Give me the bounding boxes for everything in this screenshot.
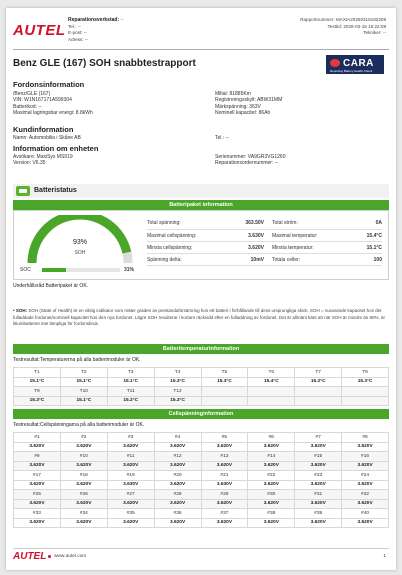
table-cell-label: #16: [342, 452, 389, 462]
stat-divider: [147, 253, 382, 254]
table-cell-label: #12: [154, 452, 201, 462]
table-cell-label: T1: [14, 368, 61, 378]
max-temperature: Maximal temperatur: 15.4°C: [272, 233, 382, 239]
table-cell-value: 15.3°C: [154, 377, 201, 387]
table-cell-value: 3.620V: [201, 442, 248, 452]
table-cell-label: #32: [342, 490, 389, 500]
table-cell-label: #35: [107, 509, 154, 519]
table-cell-label: T2: [60, 368, 107, 378]
serial-number: Serienummer: VA9GR3VG1260: [215, 154, 286, 160]
cara-logo-icon: [330, 59, 340, 67]
table-cell-value: 3.620V: [342, 480, 389, 490]
table-cell-label: #9: [14, 452, 61, 462]
table-cell-label: #28: [154, 490, 201, 500]
table-cell-value: 15.3°C: [154, 396, 201, 406]
table-cell-label: #18: [60, 471, 107, 481]
repair-order-number: Reparationsordernummer: --: [215, 160, 279, 167]
table-cell-value: 3.620V: [295, 480, 342, 490]
table-cell-value: 3.620V: [201, 518, 248, 528]
workshop-info: [68, 17, 123, 43]
table-cell-value: 3.620V: [201, 461, 248, 471]
table-cell-label: #13: [201, 452, 248, 462]
table-label-row: [14, 490, 389, 500]
table-cell-label: T3: [107, 368, 154, 378]
table-cell-value: 3.620V: [154, 499, 201, 509]
battery-status-title: Batteristatus: [34, 187, 77, 194]
table-cell-label: #19: [107, 471, 154, 481]
soh-note: • SOH: SOH (State of Health) är en viktig indikator som mäter graden av prestandaförsämring hos ett batteri i förhållande till dess ursprungliga skick. SOH = nuvarande kapacitet hos det fulladdade fordonet/nominell kapacitet hos den nya fordonet. Lägre SOH resulterar i kortare räckvidd efter en fulladdning av fordonet. Det är allmänt känt att när SOH är mindre än 80%, är litiumbatteriet inte lämpliga för fordonsbruk.: [13, 308, 385, 327]
table-cell-label: T12: [154, 387, 201, 397]
stat-divider: [147, 229, 382, 230]
table-cell-value: 3.630V: [201, 480, 248, 490]
test-time: Testtid: 2026-03-15 18:22:09: [327, 23, 386, 29]
voltage-delta: Spänning delta: 10mV: [147, 257, 264, 263]
table-cell-label: #20: [154, 471, 201, 481]
table-cell-label: #8: [342, 433, 389, 443]
table-value-row: [14, 480, 389, 490]
table-cell-value: 3.620V: [248, 461, 295, 471]
technician: Tekniker: --: [363, 30, 386, 36]
table-cell-value: 3.620V: [14, 442, 61, 452]
battery-icon: [16, 186, 30, 196]
vehicle-vin: VIN: W1N167171A599304: [13, 97, 72, 104]
table-cell-value: 15.1°C: [60, 396, 107, 406]
soc-value: 31%: [124, 267, 135, 273]
pack-info-bar: Batteripaket information: [13, 200, 389, 210]
workshop-email: E-post: --: [68, 30, 87, 36]
software-version: Version: V6.35: [13, 160, 46, 167]
table-cell-label: T9: [14, 387, 61, 397]
cell-voltage-info-bar: Cellspänninginformation: [13, 409, 389, 419]
table-cell-value: 15.1°C: [14, 377, 61, 387]
temperature-info-bar: Batteritemperaturinformation: [13, 344, 389, 354]
table-cell-label: [342, 387, 389, 397]
report-meta: [300, 17, 386, 37]
temperature-result: Testresultat:Temperaturerna på alla batterimoduler är OK.: [13, 357, 141, 363]
table-cell-value: 3.620V: [60, 442, 107, 452]
footer-url: www.autel.com: [54, 554, 87, 559]
table-value-row: [14, 377, 389, 387]
table-cell-label: #23: [295, 471, 342, 481]
report-page: [6, 8, 396, 570]
min-cell-voltage: Minsta cellspänning: 3.620V: [147, 245, 264, 251]
battery-status-banner: [13, 184, 389, 198]
table-cell-value: 3.620V: [154, 442, 201, 452]
table-cell-label: T8: [342, 368, 389, 378]
table-cell-label: [248, 387, 295, 397]
table-cell-label: #22: [248, 471, 295, 481]
table-value-row: [14, 499, 389, 509]
table-cell-value: 3.620V: [295, 499, 342, 509]
workshop-address: Adress: --: [68, 36, 88, 42]
table-cell-value: 15.2°C: [295, 377, 342, 387]
table-cell-label: #31: [295, 490, 342, 500]
customer-heading: Kundinformation: [13, 125, 74, 134]
battery-code: Batterikod: --: [13, 103, 42, 110]
rated-voltage: Märkspänning: 363V: [215, 103, 261, 110]
table-cell-label: T4: [154, 368, 201, 378]
table-cell-label: #5: [201, 433, 248, 443]
temperature-table: [13, 367, 389, 406]
table-label-row: [14, 387, 389, 397]
table-cell-value: 3.620V: [295, 442, 342, 452]
cara-badge: [326, 55, 384, 74]
soc-label: SOC: [20, 267, 31, 273]
cara-subtitle: Reporting Battery Health Check: [330, 69, 373, 73]
soh-value: 93%: [72, 239, 88, 246]
total-cells: Totala celler: 100: [272, 257, 382, 263]
table-cell-label: #39: [295, 509, 342, 519]
unit-heading: Information om enheten: [13, 144, 99, 153]
footer-divider: [13, 548, 389, 549]
table-label-row: [14, 368, 389, 378]
table-cell-value: 3.620V: [60, 480, 107, 490]
table-label-row: [14, 452, 389, 462]
table-value-row: [14, 396, 389, 406]
stat-divider: [147, 265, 382, 266]
table-cell-value: 3.620V: [342, 442, 389, 452]
report-title: Benz GLE (167) SOH snabbtestrapport: [13, 58, 196, 69]
table-cell-label: T10: [60, 387, 107, 397]
total-voltage: Total spänning: 363.50V: [147, 220, 264, 226]
table-cell-label: [295, 387, 342, 397]
table-cell-label: #26: [60, 490, 107, 500]
table-value-row: [14, 461, 389, 471]
table-cell-label: T7: [295, 368, 342, 378]
table-cell-label: #21: [201, 471, 248, 481]
table-cell-label: #17: [14, 471, 61, 481]
table-cell-value: 3.620V: [248, 442, 295, 452]
soh-gauge: [20, 215, 140, 267]
customer-name: Namn: Automobilia i Skåne AB: [13, 135, 81, 141]
table-cell-label: #6: [248, 433, 295, 443]
unit-info-left: [13, 154, 73, 167]
table-cell-value: 3.620V: [60, 461, 107, 471]
table-cell-label: #2: [60, 433, 107, 443]
footer-dot-icon: [48, 555, 51, 558]
table-cell-label: #27: [107, 490, 154, 500]
table-cell-label: [201, 387, 248, 397]
autel-logo: AUTEL: [13, 22, 66, 39]
table-cell-label: T11: [107, 387, 154, 397]
table-cell-label: #1: [14, 433, 61, 443]
table-cell-value: [295, 396, 342, 406]
max-energy: Maximal lagringsbar energi: 8.8kWh: [13, 109, 93, 116]
workshop-line: Reparationsverkstad: --: [68, 17, 124, 23]
vehicle-heading: Fordonsinformation: [13, 80, 85, 89]
table-cell-value: [342, 396, 389, 406]
table-cell-value: 3.630V: [107, 480, 154, 490]
table-cell-value: 15.3°C: [342, 377, 389, 387]
table-cell-label: #37: [201, 509, 248, 519]
soh-label: SOH: [74, 250, 86, 256]
table-cell-value: 15.4°C: [248, 377, 295, 387]
table-cell-value: 3.620V: [295, 518, 342, 528]
table-cell-value: 3.620V: [342, 518, 389, 528]
workshop-tel: Tel.: --: [68, 23, 81, 29]
footer-logo: AUTEL: [13, 551, 47, 562]
table-label-row: [14, 471, 389, 481]
table-cell-value: 3.620V: [154, 461, 201, 471]
soc-bar: [42, 268, 120, 272]
mileage: Miltal: 81885Km: [215, 91, 251, 97]
table-cell-value: 3.620V: [60, 499, 107, 509]
min-temperature: Minsta temperatur: 15.1°C: [272, 245, 382, 251]
table-cell-label: T5: [201, 368, 248, 378]
scanner-model: Avsökare: MaxiSys MS919: [13, 154, 73, 160]
table-cell-label: #30: [248, 490, 295, 500]
header-divider: [13, 49, 389, 50]
soc-bar-fill: [42, 268, 66, 272]
table-cell-label: #33: [14, 509, 61, 519]
table-cell-value: 3.620V: [154, 480, 201, 490]
max-cell-voltage: Maximal cellspänning: 3.630V: [147, 233, 264, 239]
report-number: Rapportnummer: MAXIA20260315182209: [300, 17, 386, 22]
table-cell-label: #29: [201, 490, 248, 500]
table-cell-label: #40: [342, 509, 389, 519]
table-cell-value: 3.620V: [14, 461, 61, 471]
vehicle-info-left: [13, 91, 93, 116]
cell-voltage-table: [13, 432, 389, 528]
table-cell-value: 15.1°C: [60, 377, 107, 387]
table-cell-label: #14: [248, 452, 295, 462]
report-header: [6, 8, 396, 48]
table-cell-value: 3.620V: [342, 499, 389, 509]
table-cell-value: 3.620V: [154, 518, 201, 528]
table-cell-value: 15.3°C: [14, 396, 61, 406]
table-cell-label: #34: [60, 509, 107, 519]
table-cell-value: 3.620V: [107, 518, 154, 528]
table-cell-value: 3.620V: [201, 499, 248, 509]
table-cell-value: 3.620V: [107, 499, 154, 509]
table-cell-value: 15.3°C: [201, 377, 248, 387]
table-cell-label: #24: [342, 471, 389, 481]
table-cell-value: 15.2°C: [107, 396, 154, 406]
table-cell-label: #15: [295, 452, 342, 462]
table-cell-value: 3.620V: [342, 461, 389, 471]
stat-divider: [147, 241, 382, 242]
pack-info-box: [13, 210, 389, 280]
table-cell-label: #7: [295, 433, 342, 443]
table-cell-value: 3.620V: [14, 499, 61, 509]
table-cell-label: #38: [248, 509, 295, 519]
table-cell-label: #3: [107, 433, 154, 443]
maintenance-advice: Underhållsråd Batteripaket är OK.: [13, 283, 89, 289]
table-cell-label: #10: [60, 452, 107, 462]
total-current: Total ström: 0A: [272, 220, 382, 226]
table-value-row: [14, 518, 389, 528]
table-cell-label: #25: [14, 490, 61, 500]
table-cell-value: [201, 396, 248, 406]
vehicle-info-right: [215, 91, 282, 116]
vehicle-model: /Benz/GLE (167): [13, 91, 51, 97]
table-cell-label: T6: [248, 368, 295, 378]
table-cell-value: 3.620V: [248, 499, 295, 509]
table-cell-value: 3.620V: [248, 518, 295, 528]
table-cell-value: 3.620V: [60, 518, 107, 528]
table-label-row: [14, 509, 389, 519]
table-value-row: [14, 442, 389, 452]
customer-tel: Tel.: --: [215, 135, 229, 141]
table-cell-label: #4: [154, 433, 201, 443]
table-cell-label: #11: [107, 452, 154, 462]
table-cell-value: 3.620V: [295, 461, 342, 471]
license-plate: Registreringsskylt: ABW31MM: [215, 97, 283, 104]
table-cell-value: 3.620V: [14, 518, 61, 528]
table-cell-value: 3.620V: [14, 480, 61, 490]
table-cell-value: 15.1°C: [107, 377, 154, 387]
table-cell-value: 3.620V: [107, 442, 154, 452]
table-cell-value: 3.620V: [248, 480, 295, 490]
table-cell-value: 3.620V: [107, 461, 154, 471]
cell-voltage-result: Testresultat:Cellspänningarna på alla batterimoduler är OK.: [13, 422, 145, 428]
page-number: 1: [383, 554, 386, 559]
cara-name: CARA: [343, 58, 374, 69]
unit-info-right: [215, 154, 286, 167]
nominal-capacity: Nominell kapacitet: 86Ah: [215, 109, 271, 116]
table-cell-label: #36: [154, 509, 201, 519]
table-label-row: [14, 433, 389, 443]
table-cell-value: [248, 396, 295, 406]
